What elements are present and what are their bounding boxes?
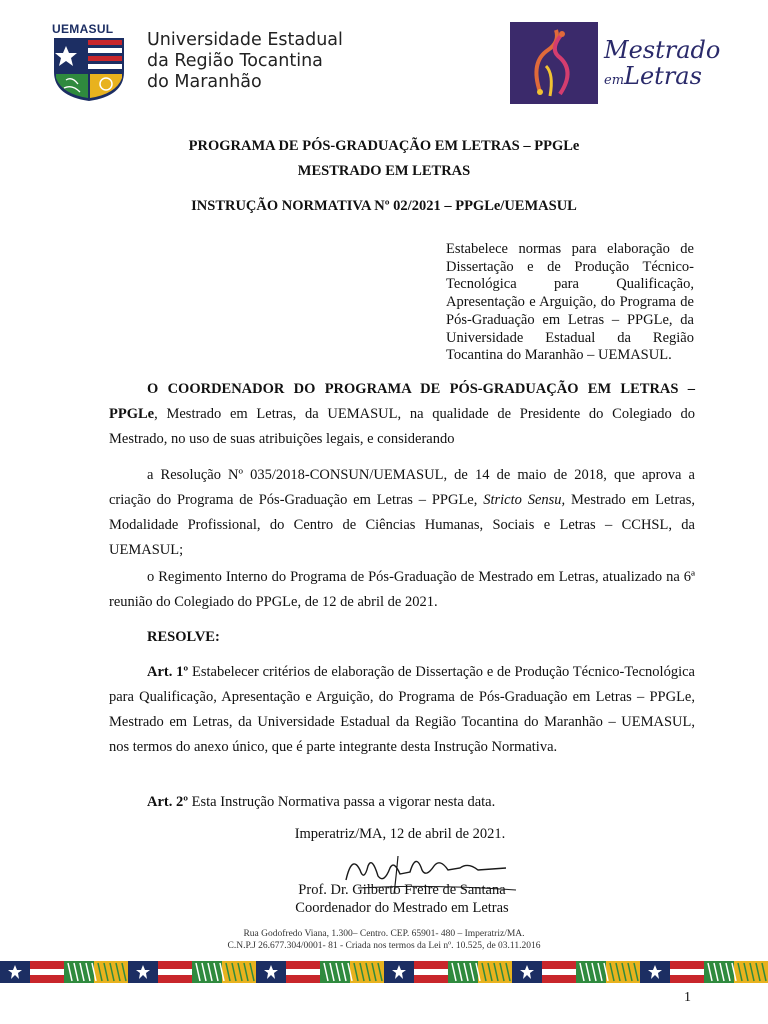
abstract-text: Estabelece normas para elaboração de Dissertação e de Produção Técnico-Tecnológica para Qualificação, Apresentação e Arguição, do Programa de Pós-Graduação em Letras – PPGLe, da Universidade Estadual da Região Tocantina do Maranhão – UEMASUL. (446, 241, 694, 364)
place-date: Imperatriz/MA, 12 de abril de 2021. (294, 826, 506, 842)
uemasul-badge-text: UEMASUL (52, 22, 114, 36)
signatory-role: Coordenador do Mestrado em Letras (295, 900, 509, 916)
article-2-text: Esta Instrução Normativa passa a vigorar nesta data. (188, 794, 496, 810)
university-name-line: do Maranhão (147, 72, 262, 92)
decorative-band-icon (0, 957, 768, 987)
coordinator-paragraph (109, 377, 695, 452)
regimento-paragraph: o Regimento Interno do Programa de Pós-Graduação de Mestrado em Letras, atualizado na 6ª reunião do Colegiado do PPGLe, de 12 de abril de 2021. (109, 569, 695, 610)
resolve-heading: RESOLVE: (147, 629, 220, 645)
article-1 (109, 660, 695, 760)
instruction-title: INSTRUÇÃO NORMATIVA Nº 02/2021 – PPGLe/UEMASUL (191, 198, 577, 214)
course-title: MESTRADO EM LETRAS (297, 163, 471, 179)
band-segment (0, 961, 128, 983)
footer-address: Rua Godofredo Viana, 1.300– Centro. CEP. 65901- 480 – Imperatriz/MA. (243, 929, 525, 939)
band-segment (256, 961, 384, 983)
resolution-before: a Resolução Nº 035/2018-CONSUN/UEMASUL, de 14 de maio de 2018, que aprova a criação do Programa de Pós-Graduação em Letras – PPGLe, (109, 467, 695, 508)
university-name-line: da Região Tocantina (147, 51, 323, 71)
band-segment (512, 961, 640, 983)
mestrado-logo-subtitle (604, 62, 702, 90)
resolution-after: Mestrado em Letras, Modalidade Profissional, do Centro de Ciências Humanas, Sociais e Letras – CCHSL, da UEMASUL; (109, 492, 695, 558)
band-segment (384, 961, 512, 983)
footer-cnpj: C.N.P.J 26.677.304/0001- 81 - Criada nos termos da Lei nº. 10.525, de 03.11.2016 (227, 941, 541, 951)
mestrado-letras-logo-icon (510, 22, 598, 104)
band-segment (640, 961, 768, 983)
resolution-paragraph (109, 463, 695, 563)
mestrado-logo-em: em (604, 73, 625, 88)
page-number: 1 (684, 990, 691, 1005)
coordinator-bold: O COORDENADOR DO PROGRAMA DE PÓS-GRADUAÇÃO EM LETRAS – PPGLe (109, 381, 695, 422)
signatory-name: Prof. Dr. Gilberto Freire de Santana (298, 882, 506, 898)
article-2 (109, 790, 695, 815)
article-1-label: Art. 1º (147, 664, 189, 680)
article-1-text: Estabelecer critérios de elaboração de Dissertação e de Produção Técnico-Tecnológica para Qualificação, Apresentação e Arguição, do Programa de Pós-Graduação em Letras – PPGLe, Mestrado em Letras, da Universidade Estadual da Região Tocantina do Maranhão – UEMASUL, nos termos do anexo único, que é parte integrante desta Instrução Normativa. (109, 664, 695, 755)
mestrado-logo-title: Mestrado (604, 36, 721, 64)
resolution-italic: Stricto Sensu, (483, 492, 566, 508)
coordinator-rest: , Mestrado em Letras, da UEMASUL, na qualidade de Presidente do Colegiado do Mestrado, no uso de suas atribuições legais, e considerando (109, 406, 695, 447)
band-segment (128, 961, 256, 983)
article-2-label: Art. 2º (147, 794, 189, 810)
university-name-line: Universidade Estadual (147, 30, 343, 50)
program-title: PROGRAMA DE PÓS-GRADUAÇÃO EM LETRAS – PPGLe (188, 138, 580, 154)
mestrado-logo-letras: Letras (624, 62, 702, 90)
university-name (147, 30, 343, 93)
